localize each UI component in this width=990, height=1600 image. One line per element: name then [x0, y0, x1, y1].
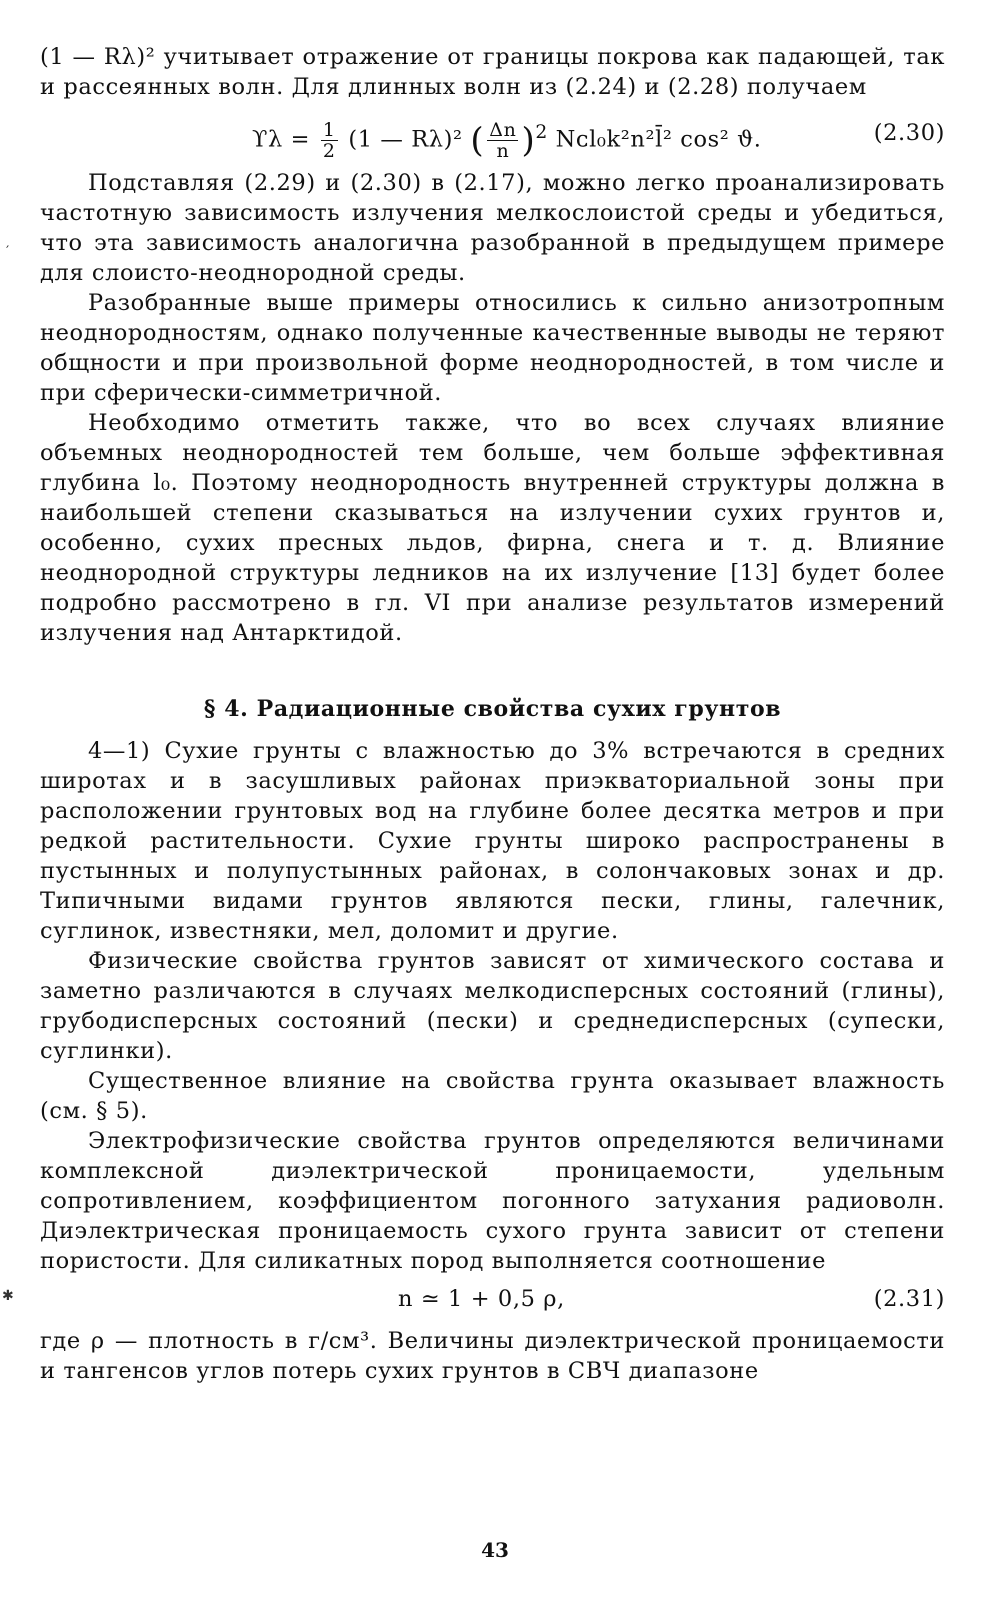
paragraph-physical-properties: Физические свойства грунтов зависят от химического состава и заметно различаются в случаях мелкодисперсных состояний (глины), грубодисперсных состояний (пески) и среднедисперсных (супески, суглинки). [40, 948, 945, 1064]
fraction-half-denominator: 2 [322, 140, 336, 162]
page-number: 43 [481, 1538, 509, 1562]
margin-tick-mark: ′ [6, 244, 10, 260]
equation-2-31 [40, 1278, 945, 1318]
paragraph-effective-depth: Необходимо отметить также, что во всех случаях влияние объемных неоднородностей тем больше, чем больше эффективная глубина l₀. Поэтому неоднородность внутренней структуры должна в наибольшей степени сказываться на излучении сухих грунтов и, особенно, сухих пресных льдов, фирна, снега и т. д. Влияние неоднородной структуры ледников на их излучение [13] будет более подробно рассмотрено в гл. VI при анализе результатов измерений излучения над Антарктидой. [40, 410, 945, 646]
page-body [40, 42, 945, 1386]
equation-number-2-31: (2.31) [873, 1286, 945, 1312]
fraction-half-numerator: 1 [322, 119, 336, 141]
paragraph-density: где ρ — плотность в г/см³. Величины диэлектрической проницаемости и тангенсов углов потерь сухих грунтов в СВЧ диапазоне [40, 1328, 945, 1384]
paragraph-intro: (1 — Rλ)² учитывает отражение от границы покрова как падающей, так и рассеянных волн. Для длинных волн из (2.24) и (2.28) получаем [40, 44, 945, 100]
paragraph-dry-soils: 4—1) Сухие грунты с влажностью до 3% встречаются в средних широтах и в засушливых районах приэкваториальной зоны при расположении грунтовых вод на глубине более десятка метров и при редкой растительности. Сухие грунты широко распространены в пустынных и полупустынных районах, в солончаковых зонах и др. Типичными видами грунтов являются пески, глины, галечник, суглинок, известняки, мел, доломит и другие. [40, 738, 945, 944]
paragraph-anisotropy: Разобранные выше примеры относились к сильно анизотропным неоднородностям, однако полученные качественные выводы не теряют общности и при произвольной форме неоднородностей, в том числе и при сферически-симметричной. [40, 290, 945, 406]
eq-lhs: ϒλ = [252, 126, 318, 153]
paragraph-substitution: Подставляя (2.29) и (2.30) в (2.17), можно легко проанализировать частотную зависимость излучения мелкослоистой среды и убедиться, что эта зависимость аналогична разобранной в предыдущем примере для слоисто-неоднородной среды. [40, 170, 945, 286]
paragraph-electrophysical: Электрофизические свойства грунтов определяются величинами комплексной диэлектрической проницаемости, удельным сопротивлением, коэффициентом погонного затухания радиоволн. Диэлектрическая проницаемость сухого грунта зависит от степени пористости. Для силикатных пород выполняется соотношение [40, 1128, 945, 1274]
fraction-ratio-denominator: n [496, 140, 510, 162]
equation-2-31-body: n ≃ 1 + 0,5 ρ, [398, 1286, 565, 1312]
paren-close: ) [521, 120, 536, 161]
eq-factor: (1 — Rλ)² [348, 126, 463, 153]
paragraph-moisture: Существенное влияние на свойства грунта оказывает влажность (см. § 5). [40, 1068, 945, 1124]
fraction-ratio [487, 120, 518, 161]
section-heading: § 4. Радиационные свойства сухих грунтов [203, 696, 782, 722]
margin-asterisk-mark: ✱ [2, 1288, 14, 1304]
fraction-ratio-numerator: Δn [489, 119, 517, 141]
equation-number-2-30: (2.30) [873, 120, 945, 146]
eq-tail: Nᴄl₀k²n²l̄² cos² ϑ. [555, 126, 762, 153]
exponent-two: 2 [535, 122, 548, 143]
paren-open: ( [470, 120, 485, 161]
equation-2-30 [40, 104, 945, 164]
fraction-half [321, 120, 338, 161]
equation-2-30-body [252, 118, 762, 161]
